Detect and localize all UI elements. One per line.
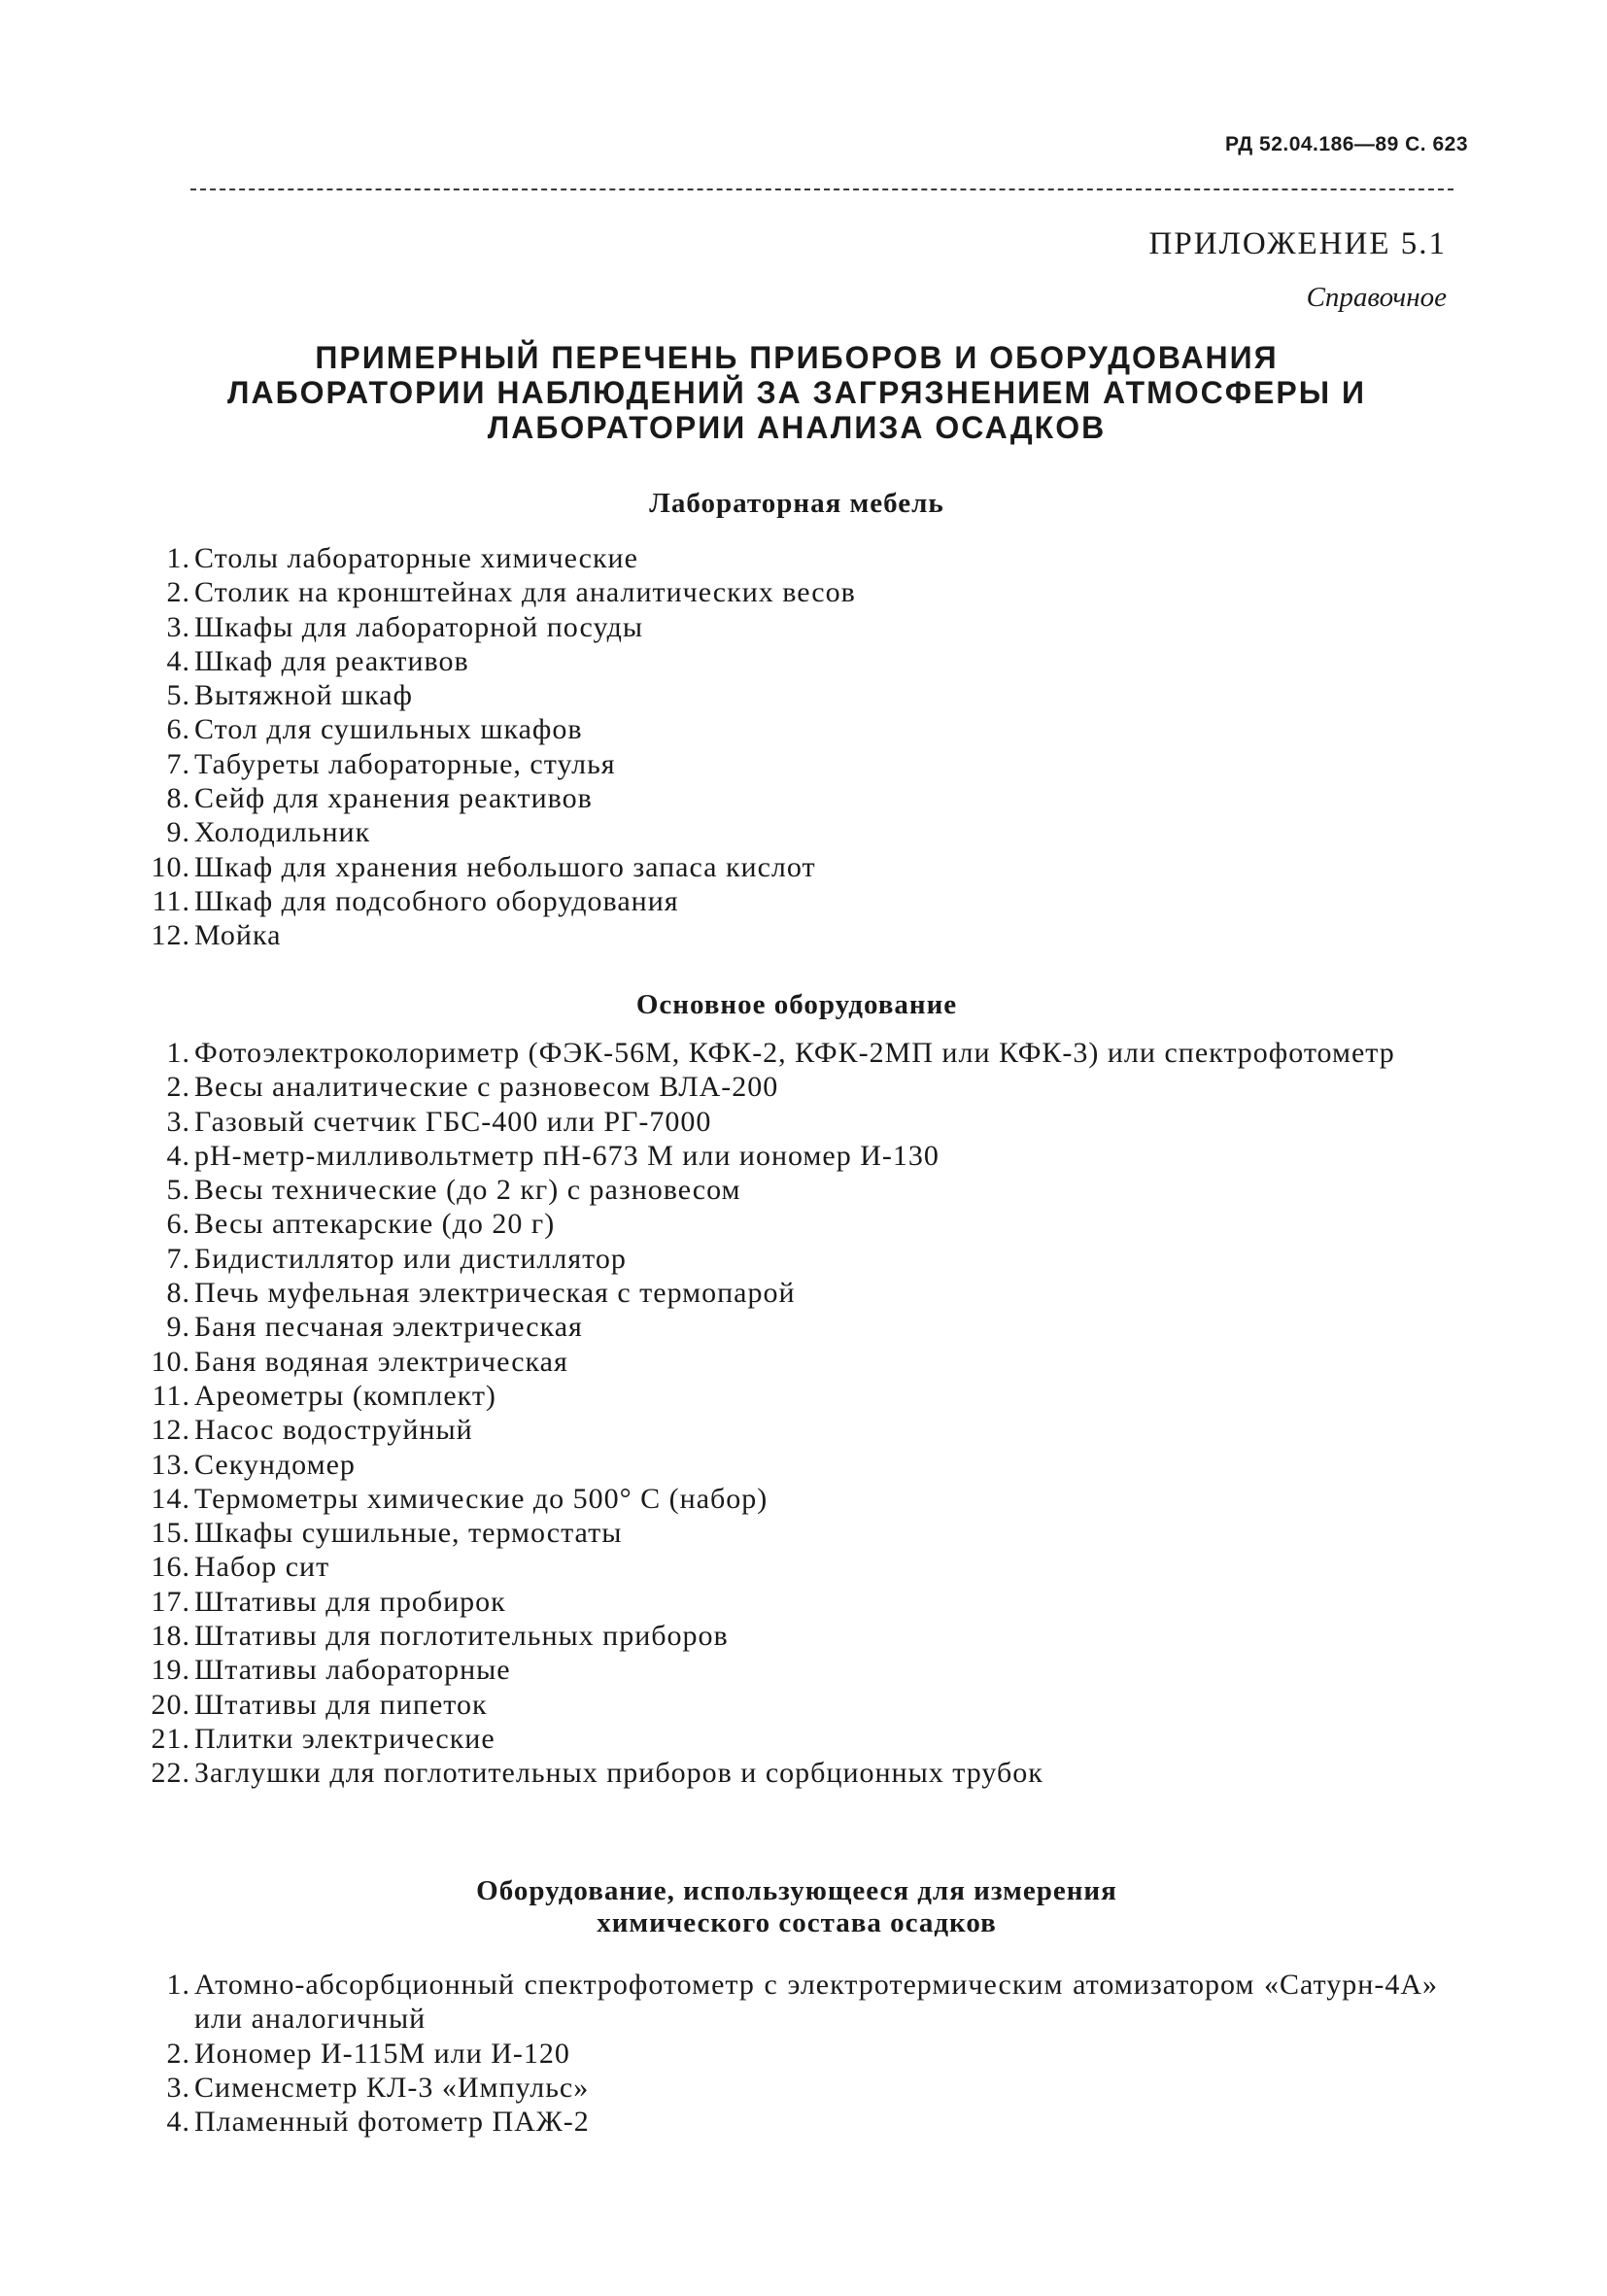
item-number: 12. — [151, 1414, 190, 1447]
header-rule — [190, 188, 1453, 190]
item-number: 7. — [166, 1242, 190, 1275]
item-number: 12. — [151, 919, 190, 952]
item-number: 4. — [166, 1139, 190, 1172]
list-item — [146, 850, 1438, 884]
item-number: 15. — [151, 1517, 190, 1550]
item-text: Сименсметр КЛ-3 «Импульс» — [194, 2071, 590, 2104]
item-text: Набор сит — [194, 1551, 330, 1584]
item-text: Термометры химические до 500° С (набор) — [194, 1482, 769, 1515]
item-number: 6. — [166, 713, 190, 746]
list-item — [146, 1139, 1438, 1173]
item-text: Мойка — [194, 919, 282, 952]
furniture-list — [146, 541, 1438, 953]
item-text: Бидистиллятор или дистиллятор — [194, 1242, 627, 1275]
list-item — [146, 781, 1438, 815]
reference-label: Справочное — [1306, 282, 1447, 313]
item-text: Штативы лабораторные — [194, 1654, 511, 1687]
item-text: Секундомер — [194, 1448, 356, 1481]
section-heading-text: Лабораторная мебель — [649, 488, 944, 519]
list-item — [146, 1207, 1438, 1241]
item-number: 17. — [151, 1585, 190, 1618]
item-number: 5. — [166, 1174, 190, 1207]
list-item — [146, 1242, 1438, 1276]
list-item — [146, 1448, 1438, 1482]
item-text: Вытяжной шкаф — [194, 679, 413, 712]
section-heading-main-equipment — [117, 989, 1477, 1021]
item-text: Ареометры (комплект) — [194, 1379, 496, 1412]
list-item — [146, 1105, 1438, 1139]
list-item — [146, 1173, 1438, 1207]
item-number: 7. — [166, 747, 190, 780]
item-text: Шкафы для лабораторной посуды — [194, 610, 643, 643]
item-text: Весы аптекарские (до 20 г) — [194, 1208, 556, 1241]
item-number: 9. — [166, 1311, 190, 1344]
item-text: Баня водяная электрическая — [194, 1345, 568, 1378]
item-number: 21. — [151, 1722, 190, 1755]
list-item — [146, 712, 1438, 746]
item-number: 10. — [151, 1345, 190, 1378]
list-item — [146, 541, 1438, 575]
item-number: 20. — [151, 1688, 190, 1721]
item-number: 2. — [166, 1071, 190, 1104]
list-item — [146, 1585, 1438, 1619]
item-number: 18. — [151, 1620, 190, 1653]
main-equipment-list — [146, 1036, 1438, 1791]
item-number: 8. — [166, 782, 190, 815]
item-number: 13. — [151, 1448, 190, 1481]
item-text: Столы лабораторные химические — [194, 542, 638, 574]
list-item — [146, 1379, 1438, 1413]
item-text: Газовый счетчик ГБС-400 или РГ-7000 — [194, 1105, 712, 1138]
section-heading-text: Основное оборудование — [635, 989, 958, 1020]
list-item — [146, 2105, 1438, 2139]
item-text: Иономер И-115М или И-120 — [194, 2037, 570, 2070]
list-item — [146, 1653, 1438, 1687]
item-text: Заглушки для поглотительных приборов и сорбционных трубок — [194, 1757, 1043, 1790]
item-text: Шкафы сушильные, термостаты — [194, 1517, 623, 1550]
item-text: Атомно-абсорбционный спектрофотометр с электротермическим атомизатором «Сатурн-4А» или аналогичный — [194, 1969, 1438, 2036]
list-item — [146, 1968, 1438, 2037]
list-item — [146, 747, 1438, 781]
item-text: Весы технические (до 2 кг) с разновесом — [194, 1174, 741, 1207]
section-heading-furniture — [117, 488, 1477, 520]
item-number: 3. — [166, 2071, 190, 2104]
item-text: Шкаф для хранения небольшого запаса кислот — [194, 850, 816, 883]
item-text: Фотоэлектроколориметр (ФЭК-56М, КФК-2, КФК-2МП или КФК-3) или спектрофотометр — [194, 1037, 1395, 1069]
item-number: 9. — [166, 816, 190, 849]
item-number: 22. — [151, 1757, 190, 1790]
item-text: Табуреты лабораторные, стулья — [194, 747, 616, 780]
item-text: Печь муфельная электрическая с термопарой — [194, 1277, 796, 1310]
list-item — [146, 1722, 1438, 1756]
list-item — [146, 2071, 1438, 2105]
item-text: Стол для сушильных шкафов — [194, 713, 583, 746]
list-item — [146, 2037, 1438, 2071]
precipitation-equipment-list — [146, 1968, 1438, 2139]
item-number: 6. — [166, 1208, 190, 1241]
item-number: 1. — [166, 1969, 190, 2001]
item-text: рН-метр-милливольтметр пН-673 М или иономер И-130 — [194, 1139, 940, 1172]
section-heading-text: Оборудование, использующееся для измерения — [476, 1875, 1117, 1906]
list-item — [146, 1619, 1438, 1653]
running-head: РД 52.04.186—89 С. 623 — [1225, 133, 1468, 155]
item-text: Штативы для поглотительных приборов — [194, 1620, 729, 1653]
item-number: 11. — [152, 884, 190, 917]
item-number: 19. — [151, 1654, 190, 1687]
item-number: 4. — [166, 644, 190, 677]
list-item — [146, 1516, 1438, 1550]
list-item — [146, 1310, 1438, 1344]
list-item — [146, 1276, 1438, 1310]
item-number: 16. — [151, 1551, 190, 1584]
list-item — [146, 1756, 1438, 1790]
item-text: Шкаф для реактивов — [194, 644, 469, 677]
item-number: 1. — [166, 1037, 190, 1069]
item-number: 8. — [166, 1277, 190, 1310]
list-item — [146, 644, 1438, 678]
item-number: 5. — [166, 679, 190, 712]
list-item — [146, 884, 1438, 918]
item-text: Штативы для пробирок — [194, 1585, 506, 1618]
list-item — [146, 1345, 1438, 1379]
section-heading-precipitation-equipment — [117, 1875, 1477, 1939]
item-text: Шкаф для подсобного оборудования — [194, 884, 679, 917]
list-item — [146, 678, 1438, 712]
item-number: 14. — [151, 1482, 190, 1515]
list-item — [146, 1036, 1438, 1070]
list-item — [146, 610, 1438, 644]
list-item — [146, 1550, 1438, 1584]
section-heading-text: химического состава осадков — [597, 1907, 997, 1938]
title-line: ПРИМЕРНЫЙ ПЕРЕЧЕНЬ ПРИБОРОВ И ОБОРУДОВАНИЯ — [315, 340, 1279, 375]
title-line: ЛАБОРАТОРИИ НАБЛЮДЕНИЙ ЗА ЗАГРЯЗНЕНИЕМ АТМОСФЕРЫ И — [227, 375, 1366, 410]
item-text: Сейф для хранения реактивов — [194, 782, 593, 815]
document-title — [117, 340, 1477, 445]
item-text: Пламенный фотометр ПАЖ-2 — [194, 2106, 590, 2139]
list-item — [146, 1070, 1438, 1104]
item-text: Холодильник — [194, 816, 371, 849]
appendix-label: ПРИЛОЖЕНИЕ 5.1 — [1148, 226, 1447, 261]
item-text: Столик на кронштейнах для аналитических весов — [194, 576, 856, 609]
item-number: 10. — [151, 850, 190, 883]
item-text: Весы аналитические с разновесом ВЛА-200 — [194, 1071, 779, 1104]
list-item — [146, 1413, 1438, 1447]
item-text: Штативы для пипеток — [194, 1688, 488, 1721]
item-number: 4. — [166, 2106, 190, 2139]
list-item — [146, 918, 1438, 952]
item-text: Насос водоструйный — [194, 1414, 473, 1447]
item-number: 2. — [166, 576, 190, 609]
item-text: Баня песчаная электрическая — [194, 1311, 583, 1344]
list-item — [146, 1482, 1438, 1516]
item-number: 1. — [166, 542, 190, 574]
list-item — [146, 1688, 1438, 1722]
list-item — [146, 575, 1438, 609]
item-number: 3. — [166, 1105, 190, 1138]
item-text: Плитки электрические — [194, 1722, 496, 1755]
item-number: 11. — [152, 1379, 190, 1412]
list-item — [146, 815, 1438, 849]
item-number: 2. — [166, 2037, 190, 2070]
title-line: ЛАБОРАТОРИИ АНАЛИЗА ОСАДКОВ — [487, 410, 1107, 445]
item-number: 3. — [166, 610, 190, 643]
